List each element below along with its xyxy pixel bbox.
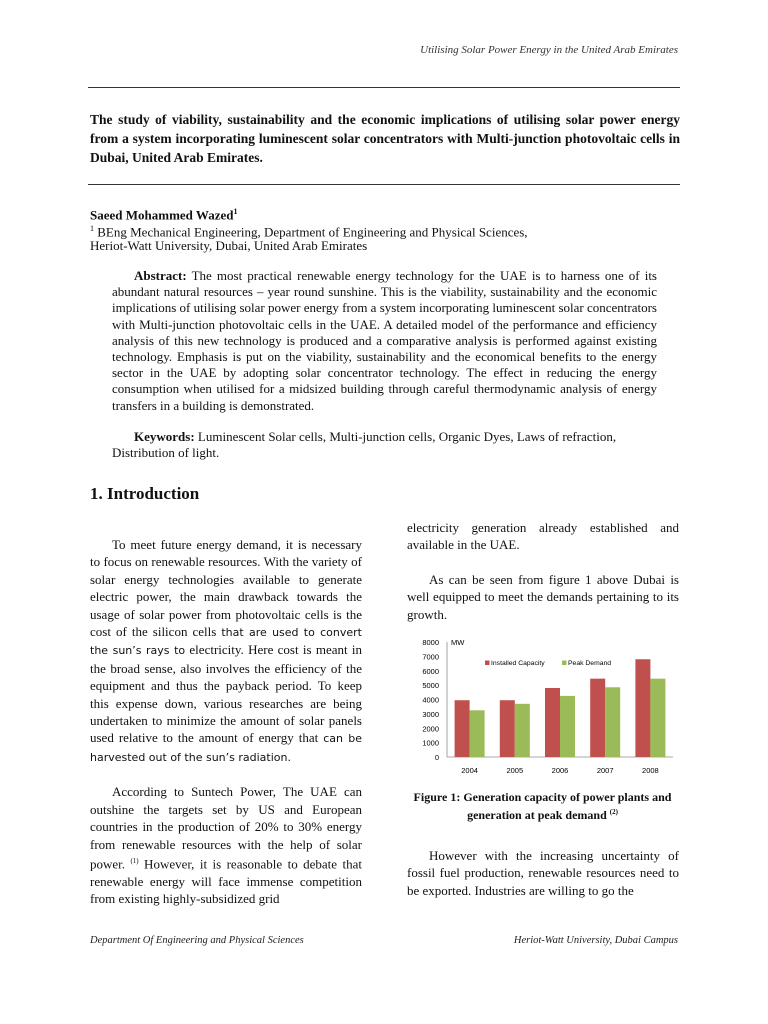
y-tick-label: 5000 xyxy=(422,681,439,691)
y-tick-label: 7000 xyxy=(422,652,439,662)
top-divider xyxy=(88,87,680,88)
keywords-label: Keywords: xyxy=(134,429,195,444)
x-tick-label: 2008 xyxy=(642,766,659,775)
bar xyxy=(470,710,485,757)
right-p3-text: However with the increasing uncertainty of fossil fuel production, renewable resources need to be exported. Industries are willing to go the xyxy=(407,848,679,898)
right-column-top xyxy=(407,519,679,623)
generation-capacity-chart xyxy=(405,630,680,780)
x-tick-label: 2007 xyxy=(596,766,614,775)
left-p2-text-b: However, it is reasonable to debate that renewable energy will face immense competition from existing highly-subsidized grid xyxy=(90,856,362,907)
x-tick-label: 2006 xyxy=(551,766,569,775)
right-paragraph-1: electricity generation already established and available in the UAE. xyxy=(407,520,679,553)
y-tick-label: 8000 xyxy=(422,638,439,647)
legend-label: Installed Capacity xyxy=(491,660,545,667)
y-tick-label: 6000 xyxy=(422,666,439,676)
legend-swatch xyxy=(562,661,567,666)
keywords xyxy=(112,429,657,461)
figure-caption xyxy=(405,790,680,823)
left-p1-text-a: To meet future energy demand, it is necessary to focus on renewable resources. With the variety of solar energy technologies available to generate electric power, the main drawback towards the usage of solar power from photovoltaic cells is the cost of the silicon cells xyxy=(90,537,362,640)
y-tick-label: 4000 xyxy=(422,695,439,705)
left-p1-text-c: electricity. Here cost is meant in the broad sense, also involves the efficiency of the equipment and thus the payback period. To keep this expense down, various researches are being undertaken to minimize the amount of solar panels used relative to the amount of energy that xyxy=(90,642,362,746)
keywords-text: Luminescent Solar cells, Multi-junction cells, Organic Dyes, Laws of refraction, Distribution of light. xyxy=(112,429,617,461)
author-sup: 1 xyxy=(233,207,238,216)
left-column xyxy=(90,536,362,907)
left-p1-text-b: that are used to convert the sun’s rays to xyxy=(90,626,362,658)
bar xyxy=(650,679,665,757)
title-divider xyxy=(88,184,680,185)
x-tick-label: 2005 xyxy=(506,766,524,775)
footer-right: Heriot-Watt University, Dubai Campus xyxy=(513,935,678,946)
abstract-text: The most practical renewable energy technology for the UAE is to harness one of its abundant natural resources – year round sunshine. This is the viability, sustainability and the economic implications of utilising solar power energy from a system incorporating luminescent solar concentrators with Multi-junction photovoltaic cells in the UAE. A detailed model of the performance and efficiency analysis of this new technology is produced and a comparative analysis is performed against existing technology. Emphasis is put on the viability, sustainability and the economical benefits to the energy sector in the UAE by adopting solar concentrator technology. The effect in reducing the energy consumption when utilised for a midsized building through careful thermodynamic analysis of energy transfers in a building is demonstrated. xyxy=(112,268,657,413)
affil-text-1: BEng Mechanical Engineering, Department of Engineering and Physical Sciences, xyxy=(94,224,528,240)
affiliation-line-2: Heriot-Watt University, Dubai, United Arab Emirates xyxy=(90,238,368,253)
left-p1-text-d: can be harvested out of the sun’s radiation. xyxy=(90,732,362,764)
legend-label: Peak Demand xyxy=(568,660,612,667)
bar xyxy=(515,704,530,757)
y-axis-unit: MW xyxy=(451,638,465,647)
y-tick-label: 3000 xyxy=(422,709,439,719)
y-tick-label: 1000 xyxy=(422,738,439,748)
section-heading: 1. Introduction xyxy=(90,484,200,503)
right-paragraph-2 xyxy=(407,571,679,623)
y-tick-label: 0 xyxy=(434,753,439,762)
footer-left: Department Of Engineering and Physical Sciences xyxy=(90,935,304,946)
bar xyxy=(605,687,620,757)
right-column-bottom xyxy=(407,847,679,899)
abstract xyxy=(112,268,657,414)
left-paragraph-1 xyxy=(90,536,362,766)
left-paragraph-2 xyxy=(90,783,362,907)
legend-swatch xyxy=(485,661,490,666)
bar xyxy=(635,659,650,757)
figure-caption-ref: (2) xyxy=(609,808,618,816)
x-tick-label: 2004 xyxy=(461,766,478,775)
figure-caption-text: Figure 1: Generation capacity of power plants and generation at peak demand xyxy=(413,790,672,822)
bar xyxy=(455,700,470,757)
bar xyxy=(590,679,605,757)
y-tick-label: 2000 xyxy=(422,724,439,734)
left-p2-text-a: According to Suntech Power, The UAE can outshine the targets set by US and European countries in the production of 20% to 30% energy from renewable resources with the help of solar power. xyxy=(90,784,362,872)
affil-sup: 1 xyxy=(90,224,94,233)
running-header: Utilising Solar Power Energy in the United Arab Emirates xyxy=(420,44,678,56)
author-name: Saeed Mohammed Wazed xyxy=(90,207,234,223)
left-p2-ref: (1) xyxy=(130,856,139,865)
right-p2-text: As can be seen from figure 1 above Dubai is well equipped to meet the demands pertaining to its growth. xyxy=(407,571,679,622)
bar xyxy=(560,696,575,757)
bar xyxy=(545,688,560,757)
paper-title: The study of viability, sustainability and the economic implications of utilising solar power energy from a system incorporating luminescent solar concentrators with Multi-junction photovoltaic cells in Dubai, United Arab Emirates. xyxy=(90,112,680,165)
abstract-label: Abstract: xyxy=(134,268,187,283)
right-paragraph-3 xyxy=(407,847,679,899)
bar xyxy=(500,700,515,757)
